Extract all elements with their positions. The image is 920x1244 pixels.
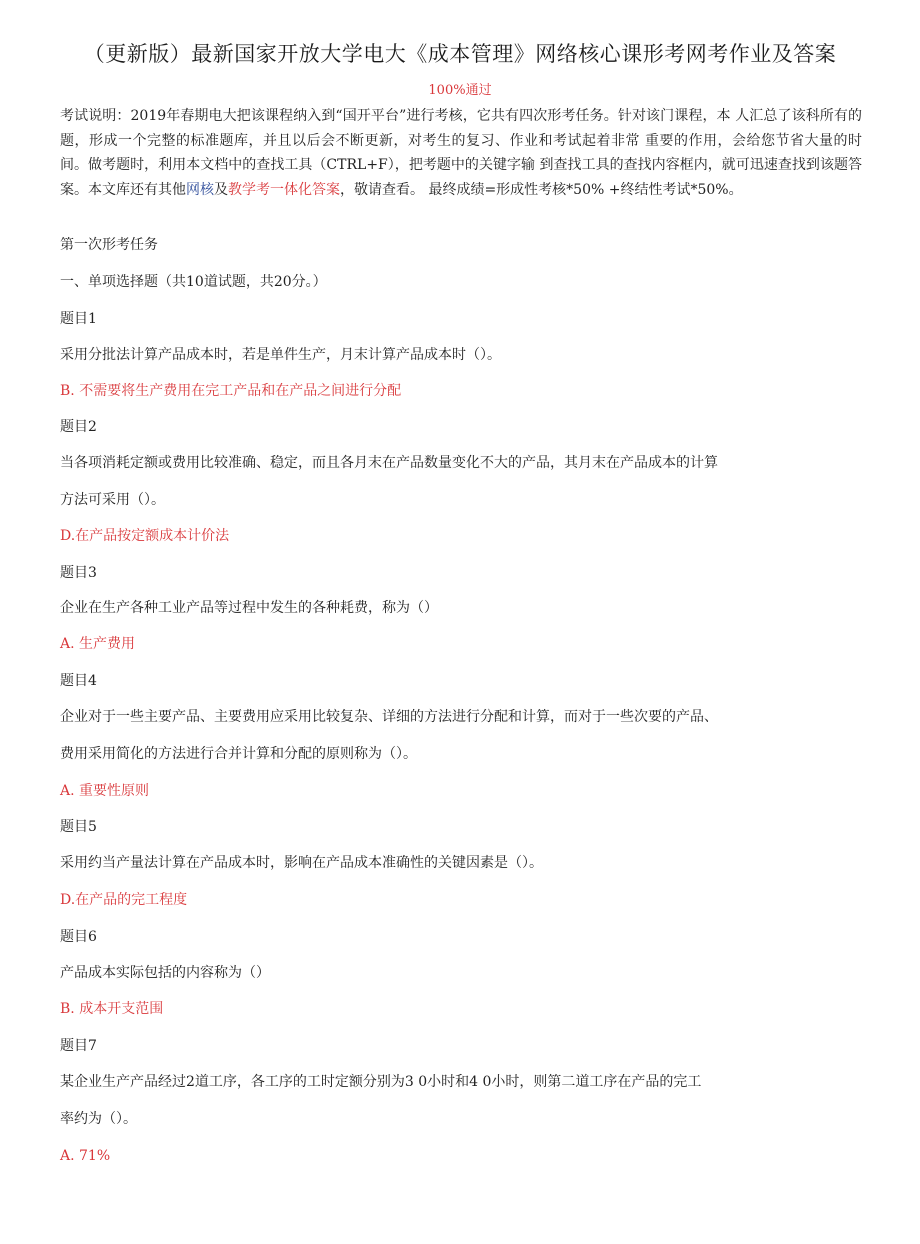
question-label: 题目5 (60, 819, 97, 835)
question-label: 题目2 (60, 419, 97, 435)
section-heading: 一、单项选择题（共10道试题，共20分。） (60, 274, 327, 290)
question-text: 采用分批法计算产品成本时，若是单件生产，月末计算产品成本时（）。 (60, 347, 501, 363)
question-label: 题目1 (60, 311, 97, 327)
question-label: 题目3 (60, 565, 97, 581)
intro-text-end: ，敬请查看。 最终成绩=形成性考核*50% +终结性考试*50%。 (340, 181, 743, 198)
document-title: （更新版）最新国家开放大学电大《成本管理》网络核心课形考网考作业及答案 (83, 42, 837, 66)
question-text: 产品成本实际包括的内容称为（） (60, 965, 270, 981)
link-wanghe[interactable]: 网核 (186, 181, 214, 198)
question-text: 采用约当产量法计算在产品成本时，影响在产品成本准确性的关键因素是（）。 (60, 855, 543, 871)
question-text: 某企业生产产品经过2道工序，各工序的工时定额分别为3 0小时和4 0小时，则第二道工序在产品的完工 (60, 1074, 702, 1090)
question-text: 企业对于一些主要产品、主要费用应采用比较复杂、详细的方法进行分配和计算，而对于一些次要的产品、 (60, 709, 718, 725)
question-text: 当各项消耗定额或费用比较准确、稳定，而且各月末在产品数量变化不大的产品，其月末在产品成本的计算 (60, 455, 718, 471)
intro-and: 及 (214, 181, 228, 198)
answer-text: B. 不需要将生产费用在完工产品和在产品之间进行分配 (60, 383, 402, 399)
question-text: 方法可采用（）。 (60, 492, 165, 508)
question-label: 题目4 (60, 673, 97, 689)
question-label: 题目6 (60, 929, 97, 945)
question-label: 题目7 (60, 1038, 97, 1054)
intro-paragraph (60, 104, 862, 202)
answer-text: A. 71% (60, 1148, 111, 1164)
link-jiaoxuekao[interactable]: 教学考一体化答案 (228, 181, 340, 198)
answer-text: A. 生产费用 (60, 636, 136, 652)
question-text: 率约为（）。 (60, 1111, 137, 1127)
answer-text: A. 重要性原则 (60, 783, 150, 799)
question-text: 企业在生产各种工业产品等过程中发生的各种耗费，称为（） (60, 600, 438, 616)
task-heading: 第一次形考任务 (60, 237, 158, 253)
question-text: 费用采用简化的方法进行合并计算和分配的原则称为（）。 (60, 746, 417, 762)
answer-text: D.在产品的完工程度 (60, 892, 188, 908)
document-subtitle: 100%通过 (428, 83, 492, 98)
intro-text: 考试说明：2019年春期电大把该课程纳入到“国开平台”进行考核，它共有四次形考任务。针对该门课程，本 人汇总了该科所有的题，形成一个完整的标准题库，并且以后会不断更新，对考生的复习、作业和考试起着非常 重要的作用，会给您节省大量的时间。做考题时，利用本文档中的查找工具（CTRL+F），把考题中的关键字输 到查找工具的查找内容框内，就可迅速查找到该题答案。本文库还有其他 (60, 108, 862, 198)
answer-text: B. 成本开支范围 (60, 1001, 164, 1017)
answer-text: D.在产品按定额成本计价法 (60, 528, 230, 544)
